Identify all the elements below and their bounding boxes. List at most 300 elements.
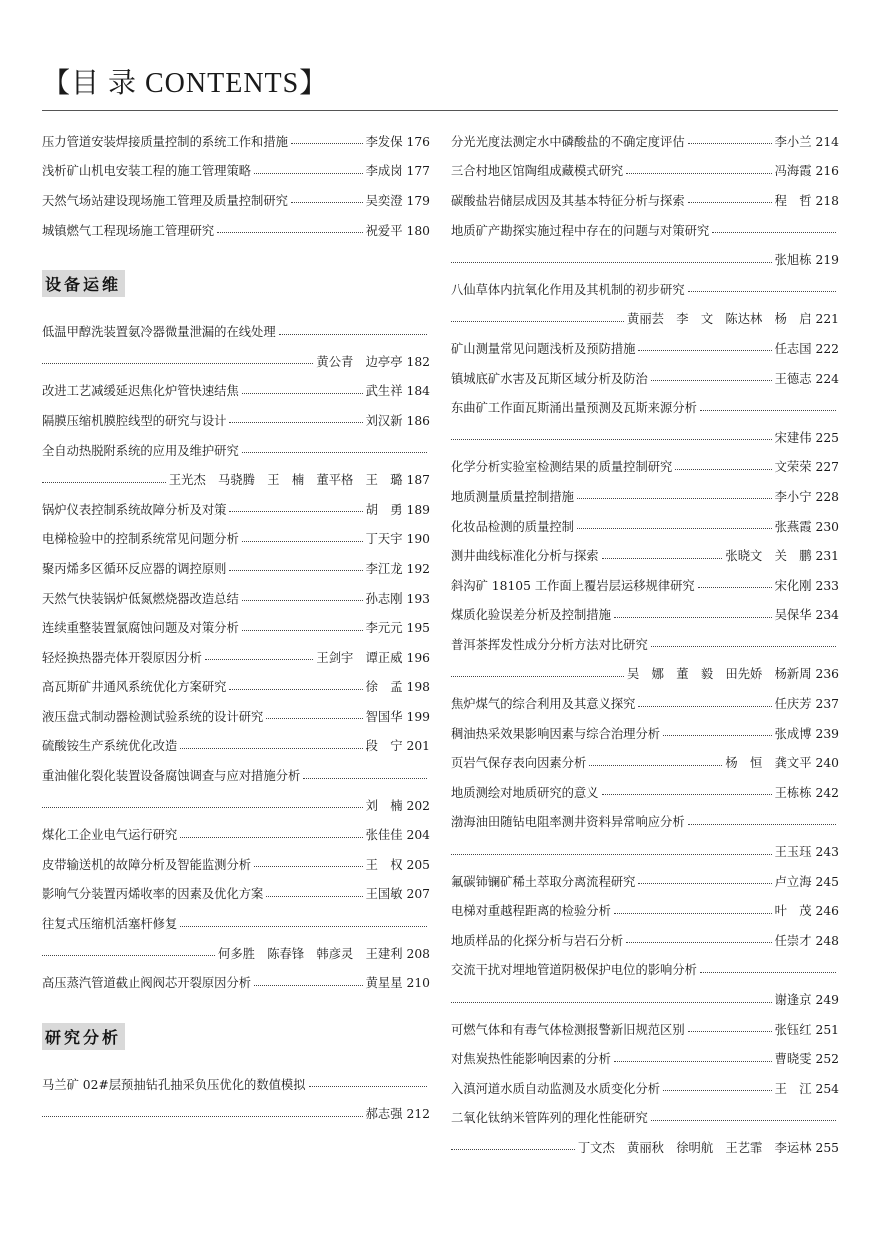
dot-leader — [242, 452, 427, 453]
toc-entry[interactable] — [42, 790, 430, 820]
entry-authors: 黄丽芸 李 文 陈达林 杨 启 — [627, 312, 812, 327]
entry-title: 浅析矿山机电安装工程的施工管理策略 — [42, 164, 252, 179]
dot-leader — [217, 232, 362, 233]
entry-page: 240 — [815, 756, 839, 771]
dot-leader — [229, 422, 362, 423]
dot-leader — [663, 1090, 772, 1091]
entry-page: 198 — [406, 680, 430, 695]
dot-leader — [663, 735, 772, 736]
entry-page: 195 — [406, 621, 430, 636]
entry-page: 204 — [406, 828, 430, 843]
entry-meta — [775, 724, 839, 742]
entry-authors: 祝爱平 — [365, 223, 403, 238]
dot-leader — [266, 896, 362, 897]
entry-title: 锅炉仪表控制系统故障分析及对策 — [42, 502, 227, 517]
dot-leader — [266, 718, 362, 719]
entry-page: 205 — [406, 857, 430, 872]
entry-authors: 王剑宇 谭正威 — [316, 650, 403, 665]
entry-page: 202 — [406, 798, 430, 813]
entry-meta — [366, 221, 430, 239]
entry-title: 煤质化验误差分析及控制措施 — [451, 608, 611, 623]
entry-title: 镇城底矿水害及瓦斯区域分析及防治 — [451, 371, 648, 386]
dot-leader — [451, 676, 624, 677]
entry-page: 231 — [815, 549, 839, 564]
toc-entry[interactable] — [42, 967, 430, 997]
entry-title: 改进工艺减缓延迟焦化炉管快速结焦 — [42, 384, 239, 399]
entry-meta — [627, 309, 839, 327]
entry-authors: 程 哲 — [774, 193, 812, 208]
toc-entry[interactable] — [451, 304, 839, 334]
toc-entry[interactable] — [451, 659, 839, 689]
dot-leader — [229, 689, 362, 690]
dot-leader — [254, 173, 363, 174]
dot-leader — [614, 913, 772, 914]
entry-meta — [169, 470, 430, 488]
entry-authors: 李发保 — [365, 134, 403, 149]
dot-leader — [291, 143, 363, 144]
toc-entry[interactable] — [451, 1103, 839, 1133]
toc-entry[interactable] — [451, 1132, 839, 1162]
entry-authors: 谢逢京 — [774, 993, 812, 1008]
dot-leader — [698, 587, 772, 588]
entry-meta — [775, 339, 839, 357]
header-divider — [42, 110, 838, 111]
toc-entry[interactable] — [451, 185, 839, 215]
entry-meta — [775, 457, 839, 475]
toc-entry[interactable] — [42, 583, 430, 613]
section-title: 设备运维 — [42, 270, 125, 297]
section-title: 研究分析 — [42, 1023, 125, 1050]
toc-entry[interactable] — [451, 777, 839, 807]
entry-page: 227 — [815, 460, 839, 475]
toc-entry[interactable] — [451, 984, 839, 1014]
entry-authors: 丁天宇 — [365, 532, 403, 547]
dot-leader — [700, 410, 836, 411]
toc-entry[interactable] — [451, 244, 839, 274]
entry-authors: 段 宁 — [365, 739, 403, 754]
entry-authors: 叶 茂 — [774, 904, 812, 919]
entry-page: 254 — [815, 1081, 839, 1096]
entry-page: 196 — [406, 650, 430, 665]
entry-meta — [775, 901, 839, 919]
dot-leader — [291, 202, 363, 203]
entry-title: 八仙草体内抗氧化作用及其机制的初步研究 — [451, 282, 685, 297]
entry-title: 二氧化钛纳米管阵列的理化性能研究 — [451, 1111, 648, 1126]
dot-leader — [688, 143, 772, 144]
entry-authors: 何多胜 陈春锋 韩彦灵 王建利 — [218, 946, 403, 961]
dot-leader — [651, 1120, 836, 1121]
entry-title: 对焦炭热性能影响因素的分析 — [451, 1052, 611, 1067]
toc-entry[interactable] — [42, 642, 430, 672]
spacer — [42, 302, 430, 316]
entry-meta — [366, 132, 430, 150]
entry-meta — [366, 559, 430, 577]
dot-leader — [688, 291, 836, 292]
entry-authors: 吴 娜 董 毅 田先娇 杨新周 — [627, 667, 812, 682]
entry-authors: 刘汉新 — [365, 413, 403, 428]
dot-leader — [451, 321, 624, 322]
entry-title: 影响气分装置丙烯收率的因素及优化方案 — [42, 887, 264, 902]
entry-title: 分光光度法测定水中磷酸盐的不确定度评估 — [451, 134, 685, 149]
entry-page: 216 — [815, 164, 839, 179]
entry-title: 隔膜压缩机膜腔线型的研究与设计 — [42, 413, 227, 428]
entry-page: 176 — [406, 134, 430, 149]
entry-title: 地质矿产勘探实施过程中存在的问题与对策研究 — [451, 223, 710, 238]
toc-entry[interactable] — [451, 540, 839, 570]
toc-entry[interactable] — [451, 895, 839, 925]
dot-leader — [180, 748, 362, 749]
entry-authors: 宋建伟 — [774, 430, 812, 445]
dot-leader — [205, 659, 314, 660]
entry-title: 低温甲醇洗装置氨冷器微量泄漏的在线处理 — [42, 325, 276, 340]
toc-entry[interactable] — [451, 629, 839, 659]
section-heading-equipment — [42, 264, 430, 302]
left-column — [42, 126, 430, 1128]
toc-entry[interactable] — [451, 1014, 839, 1044]
dot-leader — [688, 1031, 772, 1032]
entry-title: 碳酸盐岩储层成因及其基本特征分析与探索 — [451, 193, 685, 208]
toc-entry[interactable] — [42, 908, 430, 938]
entry-meta — [366, 618, 430, 636]
entry-meta — [366, 677, 430, 695]
entry-page: 239 — [815, 726, 839, 741]
toc-entry[interactable] — [451, 215, 839, 245]
entry-title: 地质测绘对地质研究的意义 — [451, 785, 599, 800]
entry-title: 地质测量质量控制措施 — [451, 489, 574, 504]
toc-entry[interactable] — [451, 1073, 839, 1103]
entry-meta — [775, 191, 839, 209]
entry-meta — [775, 250, 839, 268]
toc-entry[interactable] — [42, 156, 430, 186]
dot-leader — [42, 482, 166, 483]
entry-page: 252 — [815, 1052, 839, 1067]
entry-page: 224 — [815, 371, 839, 386]
entry-meta — [775, 487, 839, 505]
entry-title: 渤海油田随钻电阻率测井资料异常响应分析 — [451, 815, 685, 830]
toc-group-construction — [42, 126, 430, 244]
entry-page: 222 — [815, 341, 839, 356]
toc-entry[interactable] — [451, 807, 839, 837]
entry-meta — [775, 1079, 839, 1097]
entry-meta — [725, 753, 839, 771]
dot-leader — [242, 600, 363, 601]
entry-authors: 杨 恒 龚文平 — [725, 756, 812, 771]
toc-entry[interactable] — [42, 1099, 430, 1129]
entry-page: 230 — [815, 519, 839, 534]
dot-leader — [589, 765, 722, 766]
entry-title: 可燃气体和有毒气体检测报警新旧规范区别 — [451, 1022, 685, 1037]
entry-page: 234 — [815, 608, 839, 623]
toc-entry[interactable] — [42, 524, 430, 554]
entry-authors: 武生祥 — [365, 384, 403, 399]
entry-page: 225 — [815, 430, 839, 445]
toc-entry[interactable] — [451, 747, 839, 777]
dot-leader — [451, 262, 772, 263]
toc-entry[interactable] — [42, 731, 430, 761]
dot-leader — [638, 706, 771, 707]
entry-title: 液压盘式制动器检测试验系统的设计研究 — [42, 709, 264, 724]
entry-meta — [366, 381, 430, 399]
entry-page: 248 — [815, 933, 839, 948]
entry-meta — [775, 517, 839, 535]
dot-leader — [602, 558, 723, 559]
dot-leader — [626, 173, 771, 174]
toc-entry[interactable] — [42, 464, 430, 494]
toc-entry[interactable] — [42, 376, 430, 406]
right-column — [451, 126, 839, 1162]
dot-leader — [614, 617, 772, 618]
entry-page: 255 — [815, 1140, 839, 1155]
dot-leader — [614, 1061, 772, 1062]
entry-title: 轻烃换热器壳体开裂原因分析 — [42, 650, 202, 665]
dot-leader — [309, 1086, 427, 1087]
toc-entry[interactable] — [451, 156, 839, 186]
entry-authors: 张旭栋 — [774, 253, 812, 268]
entry-title: 普洱茶挥发性成分分析方法对比研究 — [451, 637, 648, 652]
toc-entry[interactable] — [451, 333, 839, 363]
entry-authors: 吴保华 — [774, 608, 812, 623]
entry-authors: 张佳佳 — [365, 828, 403, 843]
dot-leader — [688, 824, 836, 825]
toc-entry[interactable] — [42, 435, 430, 465]
toc-entry[interactable] — [451, 955, 839, 985]
dot-leader — [229, 570, 362, 571]
entry-page: 193 — [406, 591, 430, 606]
toc-group-right — [451, 126, 839, 1162]
entry-meta — [366, 796, 430, 814]
entry-authors: 黄星星 — [365, 976, 403, 991]
toc-entry[interactable] — [451, 836, 839, 866]
entry-authors: 王德志 — [774, 371, 812, 386]
entry-page: 237 — [815, 697, 839, 712]
entry-authors: 徐 孟 — [365, 680, 403, 695]
toc-entry[interactable] — [42, 553, 430, 583]
toc-entry[interactable] — [42, 612, 430, 642]
dot-leader — [242, 630, 363, 631]
entry-meta — [578, 1138, 839, 1156]
entry-title: 氟碳铈镧矿稀土萃取分离流程研究 — [451, 874, 636, 889]
entry-authors: 李元元 — [365, 621, 403, 636]
entry-authors: 刘 楠 — [365, 798, 403, 813]
entry-authors: 张晓文 关 鹏 — [725, 549, 812, 564]
toc-group-equipment — [42, 316, 430, 997]
entry-meta — [366, 411, 430, 429]
entry-title: 皮带输送机的故障分析及智能监测分析 — [42, 857, 252, 872]
dot-leader — [180, 926, 427, 927]
entry-authors: 孙志刚 — [365, 591, 403, 606]
entry-page: 187 — [406, 473, 430, 488]
entry-meta — [775, 605, 839, 623]
entry-meta — [775, 576, 839, 594]
toc-entry[interactable] — [451, 274, 839, 304]
entry-meta — [366, 191, 430, 209]
entry-meta — [775, 161, 839, 179]
toc-entry[interactable] — [42, 126, 430, 156]
toc-entry[interactable] — [42, 938, 430, 968]
entry-authors: 文荣荣 — [774, 460, 812, 475]
toc-entry[interactable] — [42, 672, 430, 702]
entry-page: 189 — [406, 502, 430, 517]
entry-authors: 任庆芳 — [774, 697, 812, 712]
entry-meta — [366, 825, 430, 843]
spacer — [42, 1055, 430, 1069]
entry-authors: 王栋栋 — [774, 785, 812, 800]
entry-authors: 王 权 — [365, 857, 403, 872]
dot-leader — [180, 837, 362, 838]
spacer — [42, 244, 430, 264]
entry-authors: 王玉珏 — [774, 845, 812, 860]
entry-authors: 胡 勇 — [365, 502, 403, 517]
entry-meta — [775, 694, 839, 712]
entry-authors: 吴奕澄 — [365, 193, 403, 208]
toc-entry[interactable] — [451, 452, 839, 482]
entry-page: 201 — [406, 739, 430, 754]
entry-title: 电梯检验中的控制系统常见问题分析 — [42, 532, 239, 547]
entry-authors: 李小宁 — [774, 489, 812, 504]
toc-entry[interactable] — [42, 346, 430, 376]
dot-leader — [700, 972, 836, 973]
toc-entry[interactable] — [42, 1069, 430, 1099]
toc-entry[interactable] — [42, 819, 430, 849]
entry-title: 往复式压缩机活塞杆修复 — [42, 917, 178, 932]
entry-authors: 黄公青 边亭亭 — [316, 354, 403, 369]
toc-entry[interactable] — [42, 701, 430, 731]
dot-leader — [651, 380, 772, 381]
dot-leader — [451, 1149, 575, 1150]
entry-title: 高压蒸汽管道截止阀阀芯开裂原因分析 — [42, 976, 252, 991]
toc-entry[interactable] — [451, 422, 839, 452]
entry-title: 页岩气保存表向因素分析 — [451, 756, 587, 771]
dot-leader — [638, 350, 771, 351]
entry-title: 天然气快装锅炉低氮燃烧器改造总结 — [42, 591, 239, 606]
dot-leader — [254, 866, 363, 867]
toc-entry[interactable] — [42, 879, 430, 909]
entry-page: 228 — [815, 489, 839, 504]
toc-entry[interactable] — [451, 392, 839, 422]
entry-page: 190 — [406, 532, 430, 547]
dot-leader — [712, 232, 836, 233]
dot-leader — [229, 511, 362, 512]
entry-title: 入滇河道水质自动监测及水质变化分析 — [451, 1081, 661, 1096]
toc-entry[interactable] — [451, 511, 839, 541]
entry-authors: 丁文杰 黄丽秋 徐明航 王艺霏 李运林 — [577, 1140, 812, 1155]
entry-meta — [775, 369, 839, 387]
entry-title: 天然气场站建设现场施工管理及质量控制研究 — [42, 193, 288, 208]
entry-authors: 张成博 — [774, 726, 812, 741]
dot-leader — [675, 469, 771, 470]
entry-meta — [725, 546, 839, 564]
entry-meta — [775, 1049, 839, 1067]
entry-page: 208 — [406, 946, 430, 961]
entry-authors: 卢立海 — [774, 874, 812, 889]
entry-meta — [366, 1104, 430, 1122]
entry-meta — [775, 990, 839, 1008]
entry-title: 聚丙烯多区循环反应器的调控原则 — [42, 561, 227, 576]
dot-leader — [651, 646, 836, 647]
section-heading-research — [42, 1017, 430, 1055]
entry-page: 192 — [406, 561, 430, 576]
dot-leader — [42, 807, 363, 808]
toc-entry[interactable] — [451, 718, 839, 748]
entry-meta — [775, 783, 839, 801]
entry-page: 177 — [406, 164, 430, 179]
entry-meta — [366, 529, 430, 547]
entry-authors: 曹晓雯 — [774, 1052, 812, 1067]
entry-page: 233 — [815, 578, 839, 593]
entry-title: 三合村地区馆陶组成藏模式研究 — [451, 164, 624, 179]
toc-entry[interactable] — [451, 600, 839, 630]
entry-page: 207 — [406, 887, 430, 902]
entry-meta — [366, 884, 430, 902]
entry-page: 242 — [815, 785, 839, 800]
toc-entry[interactable] — [42, 494, 430, 524]
toc-entry[interactable] — [451, 481, 839, 511]
toc-entry[interactable] — [42, 316, 430, 346]
entry-title: 重油催化裂化装置设备腐蚀调查与应对措施分析 — [42, 769, 301, 784]
dot-leader — [638, 883, 771, 884]
entry-meta — [775, 931, 839, 949]
entry-meta — [775, 872, 839, 890]
toc-entry[interactable] — [42, 849, 430, 879]
entry-title: 全自动热脱附系统的应用及维护研究 — [42, 443, 239, 458]
entry-authors: 张燕霞 — [774, 519, 812, 534]
spacer — [42, 997, 430, 1017]
dot-leader — [42, 955, 215, 956]
toc-entry[interactable] — [451, 126, 839, 156]
entry-page: 219 — [815, 253, 839, 268]
entry-meta — [775, 842, 839, 860]
toc-entry[interactable] — [451, 363, 839, 393]
toc-entry[interactable] — [451, 688, 839, 718]
dot-leader — [451, 439, 772, 440]
toc-entry[interactable] — [42, 405, 430, 435]
dot-leader — [577, 498, 772, 499]
toc-entry[interactable] — [42, 760, 430, 790]
page-title: 【目 录 CONTENTS】 — [42, 68, 329, 99]
entry-title: 焦炉煤气的综合利用及其意义探究 — [451, 697, 636, 712]
toc-entry[interactable] — [42, 215, 430, 245]
entry-page: 251 — [815, 1022, 839, 1037]
entry-meta — [316, 648, 430, 666]
dot-leader — [577, 528, 772, 529]
entry-page: 236 — [815, 667, 839, 682]
entry-title: 煤化工企业电气运行研究 — [42, 828, 178, 843]
entry-page: 221 — [815, 312, 839, 327]
dot-leader — [242, 393, 363, 394]
dot-leader — [242, 541, 363, 542]
entry-title: 化学分析实验室检测结果的质量控制研究 — [451, 460, 673, 475]
toc-entry[interactable] — [451, 1043, 839, 1073]
entry-meta — [316, 352, 430, 370]
entry-meta — [366, 736, 430, 754]
entry-title: 测井曲线标准化分析与探索 — [451, 549, 599, 564]
entry-page: 218 — [815, 193, 839, 208]
contents-header — [42, 66, 838, 110]
entry-meta — [627, 664, 839, 682]
toc-entry[interactable] — [451, 925, 839, 955]
entry-authors: 王国敏 — [365, 887, 403, 902]
entry-page: 249 — [815, 993, 839, 1008]
entry-meta — [366, 973, 430, 991]
entry-meta — [775, 1020, 839, 1038]
dot-leader — [279, 334, 427, 335]
toc-entry[interactable] — [42, 185, 430, 215]
toc-entry[interactable] — [451, 866, 839, 896]
dot-leader — [42, 363, 313, 364]
entry-authors: 王 江 — [774, 1081, 812, 1096]
entry-title: 交流干扰对埋地管道阴极保护电位的影响分析 — [451, 963, 697, 978]
toc-entry[interactable] — [451, 570, 839, 600]
